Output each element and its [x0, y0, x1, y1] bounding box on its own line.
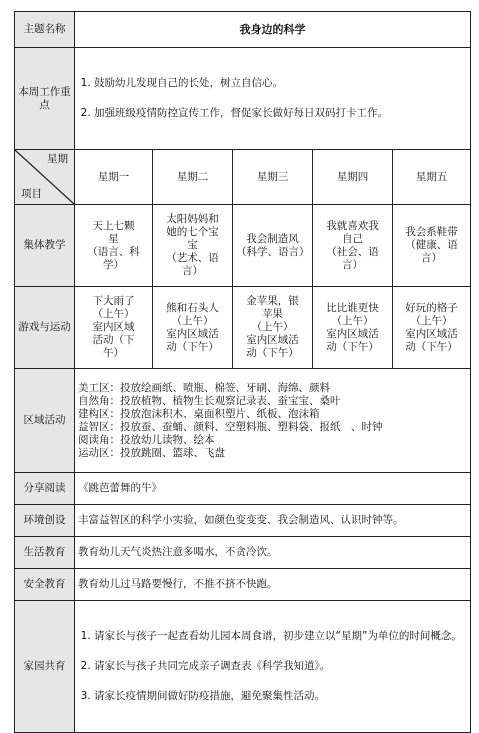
collective-cell: 太阳妈妈和 她的七个宝 宝 （艺术、语 言）: [153, 205, 233, 287]
corner-top-label: 星期: [47, 153, 68, 165]
day-friday: 星期五: [393, 150, 471, 205]
header-row: [15, 150, 471, 205]
area-line: 阅读角：投放幼儿读物、绘本: [78, 433, 215, 446]
day-thursday: 星期四: [313, 150, 393, 205]
games-cell: 比比谁更快 （上午） 室内区域活 动（下午）: [313, 287, 393, 369]
focus-item: 1. 鼓励幼儿发现自己的长处，树立自信心。: [94, 77, 467, 90]
theme-value: 我身边的科学: [75, 12, 471, 48]
games-cell: 好玩的格子 （上午） 室内区域活 动（下午）: [393, 287, 471, 369]
collective-row: [15, 205, 471, 287]
collective-cell: 我会系鞋带 （健康、语 言）: [393, 205, 471, 287]
life-label: 生活教育: [15, 537, 75, 569]
family-item: 2. 请家长与孩子共同完成亲子调查表《科学我知道》。: [94, 660, 467, 673]
collective-cell: 我会制造风 （科学、语言）: [233, 205, 313, 287]
games-cell: 金苹果，银 苹果 （上午） 室内区域活 动（下午）: [233, 287, 313, 369]
corner-header: [15, 150, 75, 205]
environment-row: [15, 505, 471, 537]
family-content: [75, 601, 471, 733]
environment-label: 环境创设: [15, 505, 75, 537]
areas-content: [75, 369, 471, 473]
safety-label: 安全教育: [15, 569, 75, 601]
day-monday: 星期一: [75, 150, 153, 205]
collective-cell: 我就喜欢我 自己 （社会、语 言）: [313, 205, 393, 287]
weekly-plan-table: [14, 11, 471, 733]
games-label: 游戏与运动: [15, 287, 75, 369]
area-line: 自然角：投放植物、植物生长观察记录表、蚕宝宝、桑叶: [78, 394, 341, 407]
family-item: 1. 请家长与孩子一起查看幼儿园本周食谱，初步建立以“星期”为单位的时间概念。: [94, 630, 467, 643]
games-cell: 下大雨了 （上午） 室内区域 活动（下 午）: [75, 287, 153, 369]
theme-row: [15, 12, 471, 48]
focus-content: [75, 48, 471, 150]
theme-label: 主题名称: [15, 12, 75, 48]
day-tuesday: 星期二: [153, 150, 233, 205]
areas-row: [15, 369, 471, 473]
games-cell: 熊和石头人 （上午） 室内区域活 动（下午）: [153, 287, 233, 369]
corner-bottom-label: 项目: [21, 188, 42, 200]
focus-row: [15, 48, 471, 150]
focus-item: 2. 加强班级疫情防控宣传工作，督促家长做好每日双码打卡工作。: [94, 107, 467, 120]
life-value: 教育幼儿天气炎热注意多喝水，不贪冷饮。: [75, 537, 471, 569]
games-row: [15, 287, 471, 369]
environment-value: 丰富益智区的科学小实验，如颜色变变变、我会制造风、认识时钟等。: [75, 505, 471, 537]
safety-row: [15, 569, 471, 601]
day-wednesday: 星期三: [233, 150, 313, 205]
sharing-row: [15, 473, 471, 505]
area-line: 美工区：投放绘画纸、喷瓶、棉签、牙刷、海绵、颜料: [78, 381, 330, 394]
focus-label: 本周工作重点: [15, 48, 75, 150]
family-row: [15, 601, 471, 733]
collective-label: 集体教学: [15, 205, 75, 287]
life-row: [15, 537, 471, 569]
sharing-label: 分享阅读: [15, 473, 75, 505]
family-label: 家园共育: [15, 601, 75, 733]
sharing-value: 《跳芭蕾舞的牛》: [75, 473, 471, 505]
family-item: 3. 请家长疫情期间做好防疫措施，避免聚集性活动。: [94, 690, 467, 703]
collective-cell: 天上七颗 星 （语言、科 学）: [75, 205, 153, 287]
area-line: 益智区：投放蚕、蚕蛹、颜料、空塑料瓶、塑料袋、报纸 、时钟: [78, 420, 383, 433]
safety-value: 教育幼儿过马路要慢行，不推不挤不快跑。: [75, 569, 471, 601]
area-line: 建构区：投放泡沫积木、桌面积塑片、纸板、泡沫箱: [78, 407, 320, 420]
areas-label: 区域活动: [15, 369, 75, 473]
area-line: 运动区：投放跳圈、篮球、飞盘: [78, 446, 225, 459]
